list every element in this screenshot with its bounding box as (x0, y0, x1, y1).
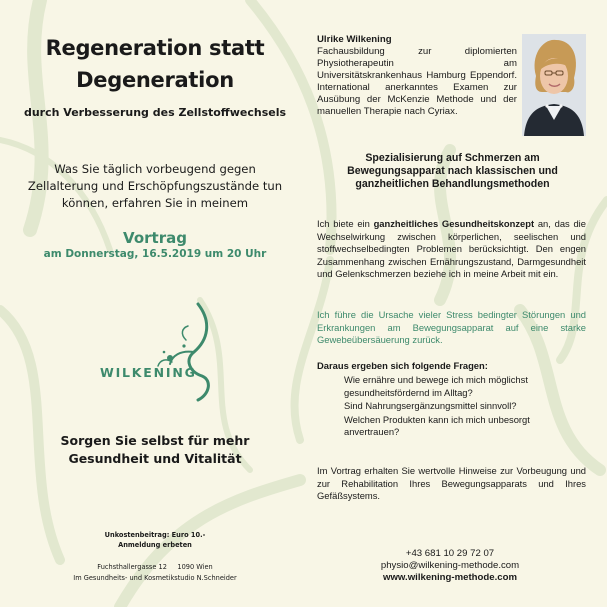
registration-text: Anmeldung erbeten (118, 541, 192, 549)
questions-heading: Daraus ergeben sich folgende Fragen: (317, 360, 488, 371)
para1-pre: Ich biete ein (317, 218, 374, 229)
contact-block (330, 548, 570, 584)
list-item: Welchen Produkten kann ich mich unbesorgt anvertrauen? (344, 413, 530, 437)
bio-block (317, 34, 517, 118)
event-date: am Donnerstag, 16.5.2019 um 20 Uhr (43, 248, 267, 260)
logo-wordmark: WILKENING (100, 365, 197, 380)
sorgen-slogan: Sorgen Sie selbst für mehr Gesundheit und Vitalität (60, 433, 250, 466)
para1-post: an, das die Wechselwirkung zwischen körperlichen, seelischen und stoffwechselbedingten Problemen berücksichtigt. Den engen Zusammenhang zwischen Ernährungszustand, Darmgesundheit und Gelenkschmerzen beziehe ich in meine Arbeit mit ein. (317, 218, 586, 279)
intro-text: Was Sie täglich vorbeugend gegen Zellalterung und Erschöpfungszustände tun können, erfahren Sie in meinem (27, 162, 283, 210)
para1-bold: ganzheitliches Gesundheitskonzept (373, 218, 535, 229)
list-item: Wie ernähre und bewege ich mich möglichst gesundheitsfördernd im Alltag? (344, 374, 528, 398)
address-text: Fuchsthallergasse 12 1090 Wien (97, 563, 213, 571)
subtitle: durch Verbesserung des Zellstoffwechsels (23, 106, 287, 119)
email-address[interactable]: physio@wilkening-methode.com (380, 560, 520, 571)
page-title: Regeneration statt Degeneration (45, 36, 265, 92)
acidity-paragraph: Ich führe die Ursache vieler Stress bedingter Störungen und Erkrankungen am Bewegungsapparat auf eine starke Gewebeübersäuerung zurück. (317, 309, 586, 345)
author-bio: Fachausbildung zur diplomierten Physiotherapeutin am Universitätskrankenhaus Hamburg Eppendorf. International anerkanntes Examen zur Ausübung der McKenzie Methode und der manuellen Therapie nach Cyriax. (317, 46, 517, 117)
specialization-heading: Spezialisierung auf Schmerzen am Bewegungsapparat nach klassischen und ganzheitlichen Behandlungsmethoden (347, 152, 558, 190)
author-name: Ulrike Wilkening (317, 34, 392, 45)
concept-paragraph (317, 218, 586, 281)
vortrag-heading: Vortrag (123, 229, 187, 247)
studio-text: Im Gesundheits- und Kosmetikstudio N.Schneider (73, 574, 237, 582)
website-link[interactable]: www.wilkening-methode.com (383, 572, 517, 583)
seahorse-swirl-logo (150, 300, 220, 405)
questions-list (344, 374, 586, 440)
closing-paragraph: Im Vortrag erhalten Sie wertvolle Hinweise zur Vorbeugung und zur Rehabilitation Ihres Bewegungsapparats und Ihres Gefäßsystems. (317, 465, 586, 501)
portrait-photo (522, 34, 586, 136)
phone-number[interactable]: +43 681 10 29 72 07 (405, 548, 495, 559)
list-item: Sind Nahrungsergänzungsmittel sinnvoll? (344, 400, 517, 411)
fee-text: Unkostenbeitrag: Euro 10.- (104, 531, 206, 539)
